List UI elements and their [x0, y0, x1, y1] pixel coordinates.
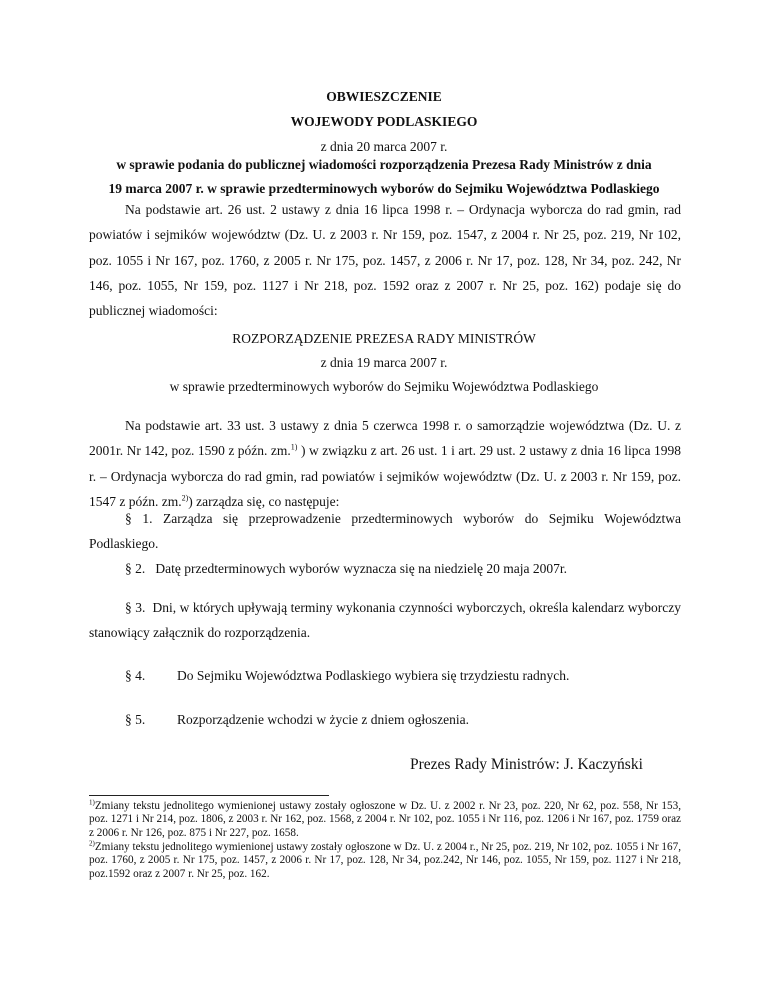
- footnote-1-ref: 1): [89, 798, 95, 807]
- section-1: [89, 506, 681, 557]
- section-2-mark: § 2.: [125, 561, 146, 576]
- document-subject-line-1: w sprawie podania do publicznej wiadomości rozporządzenia Prezesa Rady Ministrów z dnia: [116, 157, 652, 172]
- footnote-1-text: Zmiany tekstu jednolitego wymienionej ustawy zostały ogłoszone w Dz. U. z 2002 r. Nr 23, poz. 220, Nr 62, poz. 558, Nr 153, poz. 1271 i Nr 214, poz. 1806, z 2003 r. Nr 162, poz. 1568, z 2004 r. Nr 102, poz. 1055 i Nr 116, poz. 1206 i Nr 167, poz. 1759 oraz z 2006 r. Nr 126, poz. 875 i Nr 227, poz. 1658.: [89, 800, 681, 839]
- footnote-2-ref: 2): [89, 839, 95, 848]
- section-4-text: Do Sejmiku Województwa Podlaskiego wybiera się trzydziestu radnych.: [177, 668, 570, 683]
- section-5-mark: § 5.: [125, 712, 146, 727]
- basis-text-1: Na podstawie art. 33 ust. 3 ustawy z dnia 5 czerwca 1998 r. o samorządzie województwa (Dz. U. z 2001r. Nr 142, poz. 1590 z późn. zm.: [89, 418, 681, 459]
- footnote-divider: [89, 795, 329, 796]
- basis-text-3: ) zarządza się, co następuje:: [188, 493, 340, 509]
- document-title: OBWIESZCZENIE: [326, 89, 442, 104]
- footnote-2: [89, 841, 681, 881]
- footnote-1: [89, 800, 681, 840]
- intro-paragraph: [89, 197, 681, 323]
- signature: Prezes Rady Ministrów: J. Kaczyński: [410, 756, 643, 773]
- footnote-ref-1[interactable]: 1): [290, 442, 298, 452]
- section-1-text: Zarządza się przeprowadzenie przedterminowych wyborów do Sejmiku Województwa Podlaskiego.: [89, 511, 682, 552]
- footnote-ref-2[interactable]: 2): [181, 493, 189, 503]
- section-1-mark: § 1.: [125, 511, 153, 526]
- section-2: [125, 560, 567, 577]
- regulation-basis-paragraph: [89, 413, 681, 514]
- intro-text: Na podstawie art. 26 ust. 2 ustawy z dnia 16 lipca 1998 r. – Ordynacja wyborcza do rad gmin, rad powiatów i sejmików województw (Dz. U. z 2003 r. Nr 159, poz. 1547, z 2004 r. Nr 25, poz. 219, Nr 102, poz. 1055 i Nr 167, poz. 1760, z 2005 r. Nr 175, poz. 1457, z 2006 r. Nr 17, poz. 128, Nr 34, poz. 242, Nr 146, poz. 1055, Nr 159, poz. 1127 i Nr 218, poz. 1592 oraz z 2007 r. Nr 25, poz. 162) podaje się do publicznej wiadomości:: [89, 202, 681, 319]
- regulation-title: ROZPORZĄDZENIE PREZESA RADY MINISTRÓW: [232, 331, 536, 346]
- section-5-text: Rozporządzenie wchodzi w życie z dniem ogłoszenia.: [177, 712, 470, 727]
- regulation-date: z dnia 19 marca 2007 r.: [320, 355, 448, 370]
- document-issuer: WOJEWODY PODLASKIEGO: [290, 114, 478, 129]
- section-4: [125, 667, 569, 684]
- footnote-2-text: Zmiany tekstu jednolitego wymienionej ustawy zostały ogłoszone w Dz. U. z 2004 r., Nr 25, poz. 219, Nr 102, poz. 1055 i Nr 167, poz. 1760, z 2005 r. Nr 175, poz. 1457, z 2006 r. Nr 17, poz. 128, Nr 34, poz.242, Nr 146, poz. 1055, Nr 159, poz. 1127 i Nr 218, poz.1592 oraz z 2007 r. Nr 25, poz. 162.: [89, 841, 681, 880]
- regulation-subject: w sprawie przedterminowych wyborów do Sejmiku Województwa Podlaskiego: [169, 379, 599, 394]
- document-subject-line-2: 19 marca 2007 r. w sprawie przedterminowych wyborów do Sejmiku Województwa Podlaskiego: [108, 181, 660, 196]
- section-3-mark: § 3.: [125, 600, 146, 615]
- section-3: [89, 595, 681, 646]
- section-2-text: Datę przedterminowych wyborów wyznacza się na niedzielę 20 maja 2007r.: [155, 561, 567, 576]
- section-4-mark: § 4.: [125, 668, 146, 683]
- section-5: [125, 711, 469, 728]
- section-3-text: Dni, w których upływają terminy wykonania czynności wyborczych, określa kalendarz wyborczy stanowiący załącznik do rozporządzenia.: [89, 600, 682, 641]
- basis-text-2: ) w związku z art. 26 ust. 1 i art. 29 ust. 2 ustawy z dnia 16 lipca 1998 r. – Ordynacja wyborcza do rad gmin, rad powiatów i sejmików województw (Dz. U. z 2003 r. Nr 159, poz. 1547 z późn. zm.: [89, 443, 681, 509]
- document-date: z dnia 20 marca 2007 r.: [320, 139, 448, 154]
